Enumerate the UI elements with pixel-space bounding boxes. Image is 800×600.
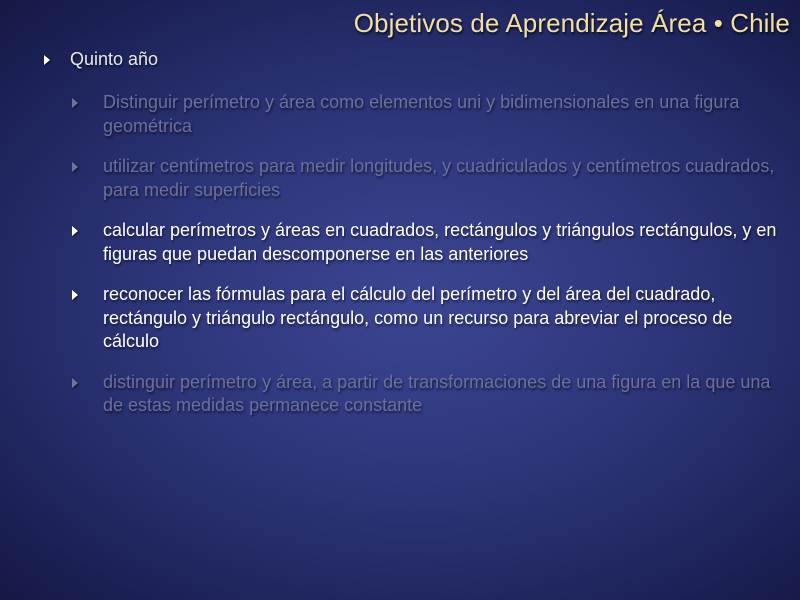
level1-label: Quinto año	[70, 49, 159, 69]
list-item-text: reconocer las fórmulas para el cálculo del perímetro y del área del cuadrado, rectángulo y triángulo rectángulo, como un recurso para abreviar el proceso de cálculo	[103, 284, 733, 351]
triangle-right-icon	[72, 226, 78, 236]
list-item-text: distinguir perímetro y área, a partir de transformaciones de una figura en la que una de estas medidas permanece constante	[103, 371, 771, 415]
bullet-list	[72, 91, 792, 435]
list-item-text: calcular perímetros y áreas en cuadrados, rectángulos y triángulos rectángulos, y en figuras que puedan descomponerse en las anteriores	[103, 220, 777, 264]
triangle-right-icon	[72, 98, 78, 108]
slide-title: Objetivos de Aprendizaje Área • Chile	[353, 8, 790, 38]
list-item	[72, 155, 792, 202]
triangle-right-icon	[72, 290, 78, 300]
triangle-right-icon	[72, 162, 78, 172]
list-item	[72, 219, 792, 266]
list-item	[72, 91, 792, 138]
triangle-right-icon	[44, 55, 50, 65]
list-item	[72, 371, 792, 418]
triangle-right-icon	[72, 378, 78, 388]
list-item	[72, 283, 792, 354]
list-item-text: utilizar centímetros para medir longitudes, y cuadriculados y centímetros cuadrados, para medir superficies	[103, 156, 775, 200]
level1-bullet	[44, 49, 158, 70]
list-item-text: Distinguir perímetro y área como elementos uni y bidimensionales en una figura geométrica	[103, 92, 740, 136]
